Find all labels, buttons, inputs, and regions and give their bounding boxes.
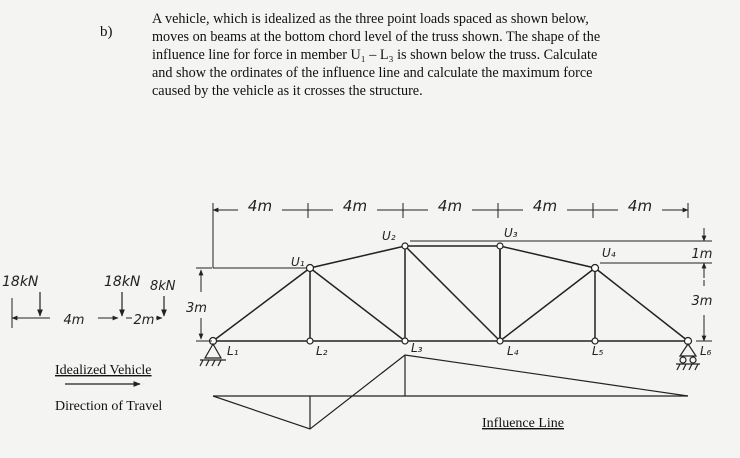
diagonal-u2-l4	[405, 246, 500, 341]
node-label: L₁	[227, 344, 239, 358]
panel-length: 4m	[437, 197, 463, 215]
direction-caption: Direction of Travel	[55, 399, 163, 414]
vehicle-load: 18kN	[2, 274, 39, 290]
node-label: L₄	[507, 344, 519, 358]
problem-line: A vehicle, which is idealized as the three point loads spaced as shown below,	[152, 11, 589, 27]
truss-joints	[210, 243, 692, 345]
problem-line: influence line for force in member U₁ – L₃ is shown below the truss. Calculate	[152, 47, 598, 63]
problem-line: caused by the vehicle as it crosses the structure.	[152, 83, 423, 99]
roller-support-icon	[676, 344, 700, 370]
node-label: U₃	[504, 226, 518, 240]
vehicle-height: 3m	[186, 301, 207, 316]
problem-line: moves on beams at the bottom chord level of the truss shown. The shape of the	[152, 29, 601, 45]
panel-length: 4m	[532, 197, 558, 215]
panel-length: 4m	[342, 197, 368, 215]
rise-dimension: 1m	[691, 247, 713, 262]
problem-label: b)	[100, 24, 113, 40]
node-label: L₂	[316, 344, 328, 358]
vehicle-load: 18kN	[104, 274, 141, 290]
node-label: L₅	[592, 344, 604, 358]
problem-line: and show the ordinates of the influence line and calculate the maximum force	[152, 65, 593, 81]
node-label: U₁	[291, 255, 305, 269]
node-label: U₂	[382, 229, 396, 243]
vehicle-caption: Idealized Vehicle	[55, 363, 152, 378]
influence-line	[213, 355, 688, 429]
node-label: L₃	[411, 341, 423, 355]
node-label: L₆	[700, 344, 712, 358]
vehicle-spacing: 4m	[63, 313, 85, 328]
panel-length: 4m	[627, 197, 653, 215]
pin-support-icon	[200, 344, 226, 366]
truss	[213, 246, 688, 341]
panel-length: 4m	[247, 197, 273, 215]
vehicle-spacing: 2m	[133, 313, 155, 328]
node-label: U₄	[602, 246, 616, 260]
diagonal-u1-l3	[310, 268, 405, 341]
height-dimension: 3m	[691, 294, 713, 309]
vehicle-load: 8kN	[150, 279, 176, 294]
influence-caption: Influence Line	[482, 416, 565, 431]
diagonal-u4-l4	[500, 268, 595, 341]
top-chord	[213, 246, 688, 341]
